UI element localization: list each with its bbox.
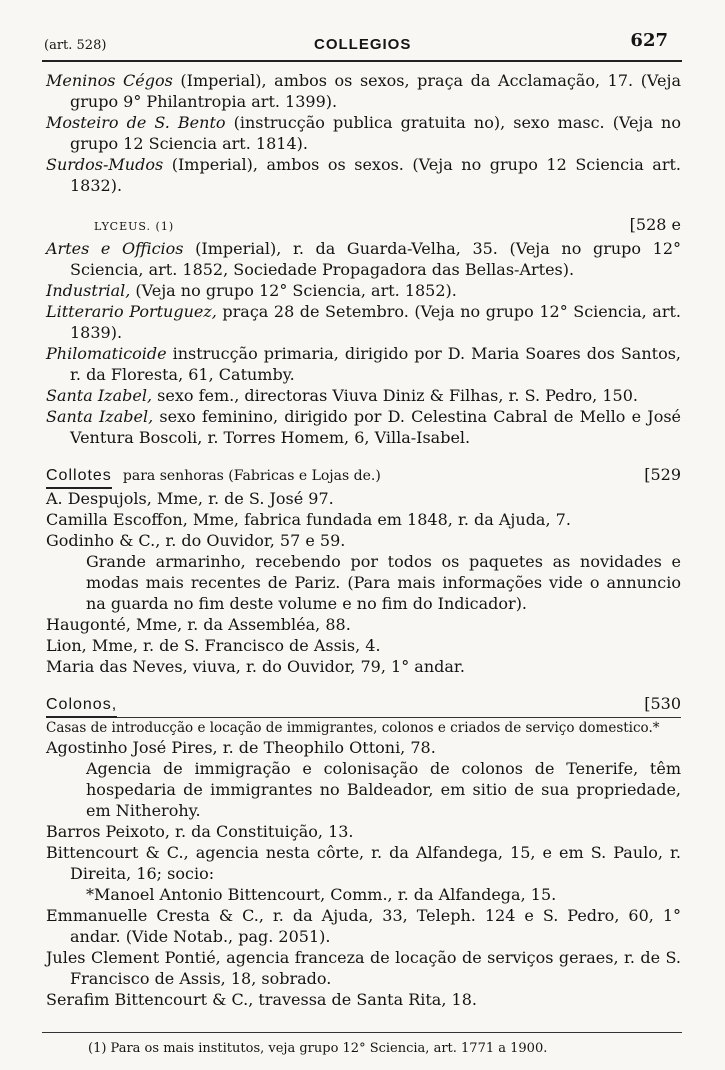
page-number: 627: [630, 30, 668, 51]
list-item: Haugonté, Mme, r. da Assembléa, 88.: [46, 615, 351, 634]
list-item: Jules Clement Pontié, agencia franceza de locação de serviços geraes, r. de S. Francisco de Assis, 18, sobrado.: [46, 948, 681, 988]
collotes-heading: [46, 464, 681, 488]
section-subtitle: para senhoras (Fabricas e Lojas de.): [122, 468, 381, 484]
collotes-list: [46, 488, 681, 677]
section-caption: Casas de introducção e locação de immigrantes, colonos e criados de serviço domestico.*: [46, 717, 681, 737]
footnote: (1) Para os mais institutos, veja grupo 12° Sciencia, art. 1771 a 1900.: [88, 1041, 548, 1056]
entry-note: *Manoel Antonio Bittencourt, Comm., r. da Alfandega, 15.: [86, 885, 557, 904]
entry-note: Grande armarinho, recebendo por todos os paquetes as novidades e modas mais recentes de Pariz. (Para mais informações vide o annuncio na guarda no fim deste volume e no fim do Indicador).: [86, 552, 681, 613]
list-item: Camilla Escoffon, Mme, fabrica fundada em 1848, r. da Ajuda, 7.: [46, 510, 571, 529]
footnote-rule: [42, 1032, 682, 1033]
list-item: Emmanuelle Cresta & C., r. da Ajuda, 33, Teleph. 124 e S. Pedro, 60, 1° andar. (Vide Notab., pag. 2051).: [46, 906, 681, 946]
list-item: Godinho & C., r. do Ouvidor, 57 e 59.: [46, 531, 346, 550]
list-item: Barros Peixoto, r. da Constituição, 13.: [46, 822, 354, 841]
colonos-list: [46, 737, 681, 1010]
list-item: A. Despujols, Mme, r. de S. José 97.: [46, 489, 334, 508]
colonos-heading: [46, 693, 681, 717]
section-title: Collotes: [46, 465, 112, 489]
section-title: Colonos,: [46, 694, 117, 718]
article-ref: (art. 528): [44, 38, 107, 53]
list-item: Litterario Portuguez, praça 28 de Setembro. (Veja no grupo 12° Sciencia, art. 1839).: [46, 302, 682, 342]
list-item: Philomaticoide instrucção primaria, dirigido por D. Maria Soares dos Santos, r. da Floresta, 61, Catumby.: [46, 344, 681, 384]
header-rule: [42, 60, 682, 62]
list-item: Agostinho José Pires, r. de Theophilo Ottoni, 78.: [46, 738, 436, 757]
colleges-continued-list: [46, 70, 681, 196]
list-item: Industrial, (Veja no grupo 12° Sciencia, art. 1852).: [46, 281, 457, 300]
lyceus-heading: [46, 214, 681, 238]
list-item: Surdos-Mudos (Imperial), ambos os sexos. (Veja no grupo 12 Sciencia art. 1832).: [46, 155, 681, 195]
section-ref: [530: [644, 694, 681, 713]
section-ref: [529: [644, 465, 681, 484]
list-item: Serafim Bittencourt & C., travessa de Santa Rita, 18.: [46, 990, 477, 1009]
lyceus-list: [46, 238, 681, 448]
list-item: Mosteiro de S. Bento (instrucção publica gratuita no), sexo masc. (Veja no grupo 12 Sciencia art. 1814).: [46, 113, 681, 153]
list-item: Santa Izabel, sexo fem., directoras Viuva Diniz & Filhas, r. S. Pedro, 150.: [46, 386, 638, 405]
page-body: [46, 70, 681, 1010]
section-ref: [528 e: [629, 215, 681, 234]
list-item: Lion, Mme, r. de S. Francisco de Assis, 4.: [46, 636, 381, 655]
running-title: COLLEGIOS: [314, 36, 412, 53]
list-item: Bittencourt & C., agencia nesta côrte, r. da Alfandega, 15, e em S. Paulo, r. Direita, 16; socio:: [46, 843, 681, 883]
list-item: Meninos Cégos (Imperial), ambos os sexos, praça da Acclamação, 17. (Veja grupo 9° Philantropia art. 1399).: [46, 71, 681, 111]
list-item: Maria das Neves, viuva, r. do Ouvidor, 79, 1° andar.: [46, 657, 465, 676]
list-item: Artes e Officios (Imperial), r. da Guarda-Velha, 35. (Veja no grupo 12° Sciencia, art. 1852, Sociedade Propagadora das Bellas-Artes).: [46, 239, 682, 279]
list-item: Santa Izabel, sexo feminino, dirigido por D. Celestina Cabral de Mello e José Ventura Boscoli, r. Torres Homem, 6, Villa-Isabel.: [46, 407, 682, 447]
entry-note: Agencia de immigração e colonisação de colonos de Tenerife, têm hospedaria de immigrantes no Baldeador, em sitio de sua propriedade, em Nitherohy.: [86, 759, 681, 820]
page-header: [44, 22, 680, 52]
section-title: LYCEUS. (1): [94, 220, 175, 233]
